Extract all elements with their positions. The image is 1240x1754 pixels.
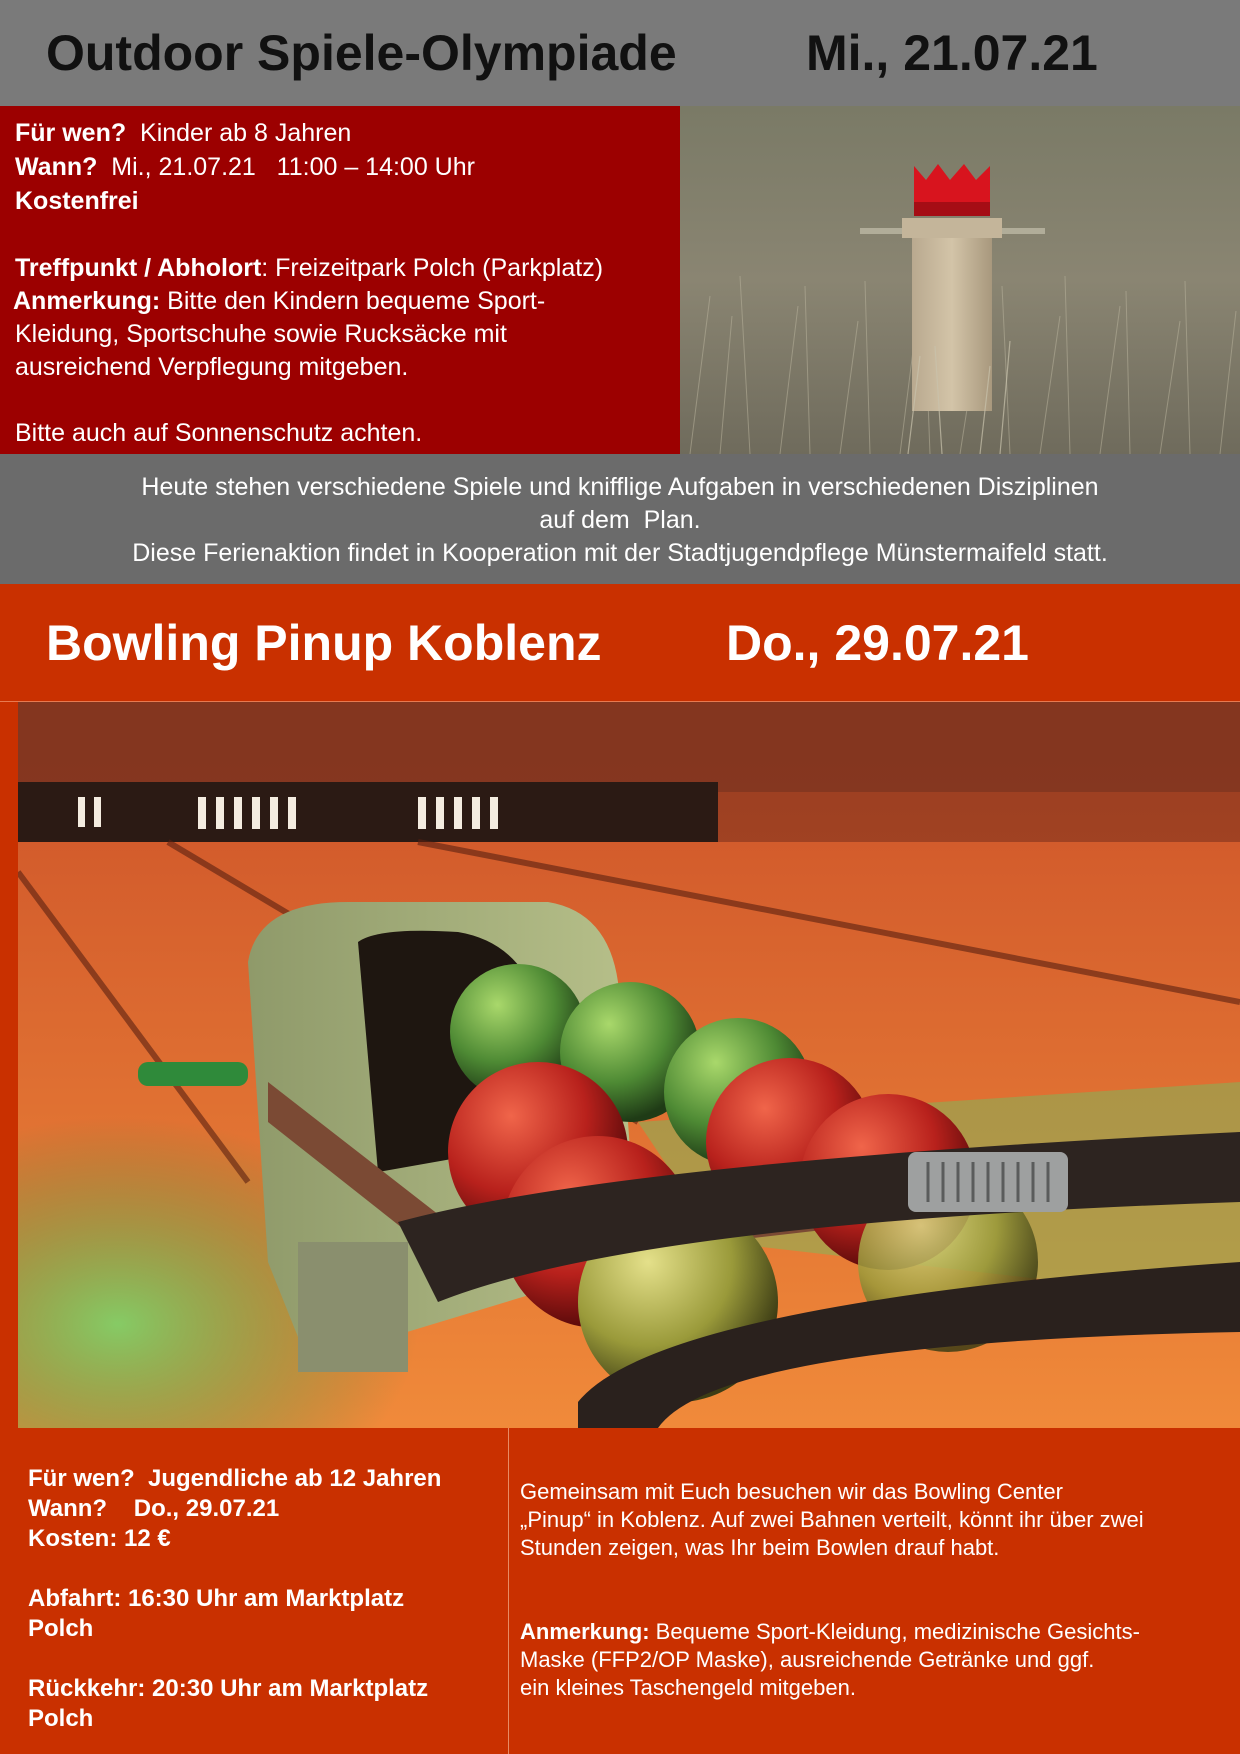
event2-return: Rückkehr: 20:30 Uhr am Marktplatz	[28, 1675, 429, 1702]
event1-date: Mi., 21.07.21	[806, 25, 1098, 81]
event1-description	[0, 454, 1240, 584]
event2-return-line2: Polch	[28, 1705, 94, 1732]
event2-when: Wann? Do., 29.07.21	[28, 1495, 280, 1522]
event2-for: Für wen? Jugendliche ab 12 Jahren	[28, 1465, 442, 1492]
event1-when: Wann? Mi., 21.07.21 11:00 – 14:00 Uhr	[15, 153, 475, 181]
kubb-king-image	[680, 106, 1240, 454]
event1-note-line3: ausreichend Verpflegung mitgeben.	[15, 353, 409, 381]
event2-cost: Kosten: 12 €	[28, 1525, 171, 1552]
event1-header	[0, 0, 1240, 106]
event2-info-section	[0, 1428, 1240, 1754]
event1-description-line1: Heute stehen verschiedene Spiele und knifflige Aufgaben in verschiedenen Disziplinen	[141, 473, 1099, 501]
event1-note-line2: Kleidung, Sportschuhe sowie Rucksäcke mit	[15, 320, 507, 348]
event1-sun-note: Bitte auch auf Sonnenschutz achten.	[15, 419, 423, 447]
event1-meeting-point: Treffpunkt / Abholort: Freizeitpark Polch (Parkplatz)	[15, 254, 604, 282]
event2-description-line1: Gemeinsam mit Euch besuchen wir das Bowling Center	[520, 1479, 1063, 1504]
bowling-photo	[18, 702, 1240, 1428]
event1-title: Outdoor Spiele-Olympiade	[46, 25, 677, 81]
event1-description-line2: auf dem Plan.	[539, 506, 701, 534]
event2-description-line3: Stunden zeigen, was Ihr beim Bowlen drauf habt.	[520, 1535, 1000, 1560]
event2-departure-line2: Polch	[28, 1615, 94, 1642]
event2-note-line2: Maske (FFP2/OP Maske), ausreichende Getränke und ggf.	[520, 1647, 1095, 1672]
event2-note: Anmerkung: Bequeme Sport-Kleidung, medizinische Gesichts-	[520, 1619, 1140, 1644]
event2-description	[520, 1478, 1235, 1702]
event2-description-line2: „Pinup“ in Koblenz. Auf zwei Bahnen verteilt, könnt ihr über zwei	[520, 1507, 1144, 1532]
bowling-balls-image	[18, 702, 1240, 1428]
event2-departure: Abfahrt: 16:30 Uhr am Marktplatz	[28, 1585, 405, 1612]
event1-info-box	[0, 106, 680, 454]
event2-divider	[508, 1428, 509, 1754]
event1-cost: Kostenfrei	[15, 187, 139, 215]
event1-note: Anmerkung: Bitte den Kindern bequeme Sport-	[13, 287, 546, 315]
kubb-game-photo	[680, 106, 1240, 454]
event1-for: Für wen? Kinder ab 8 Jahren	[15, 119, 352, 147]
event2-title: Bowling Pinup Koblenz	[46, 615, 602, 671]
event2-header	[0, 584, 1240, 702]
event1-description-line3: Diese Ferienaktion findet in Kooperation mit der Stadtjugendpflege Münstermaifeld statt.	[132, 539, 1108, 567]
event2-note-line3: ein kleines Taschengeld mitgeben.	[520, 1675, 856, 1700]
event2-details	[28, 1464, 441, 1734]
event2-date: Do., 29.07.21	[726, 615, 1029, 671]
